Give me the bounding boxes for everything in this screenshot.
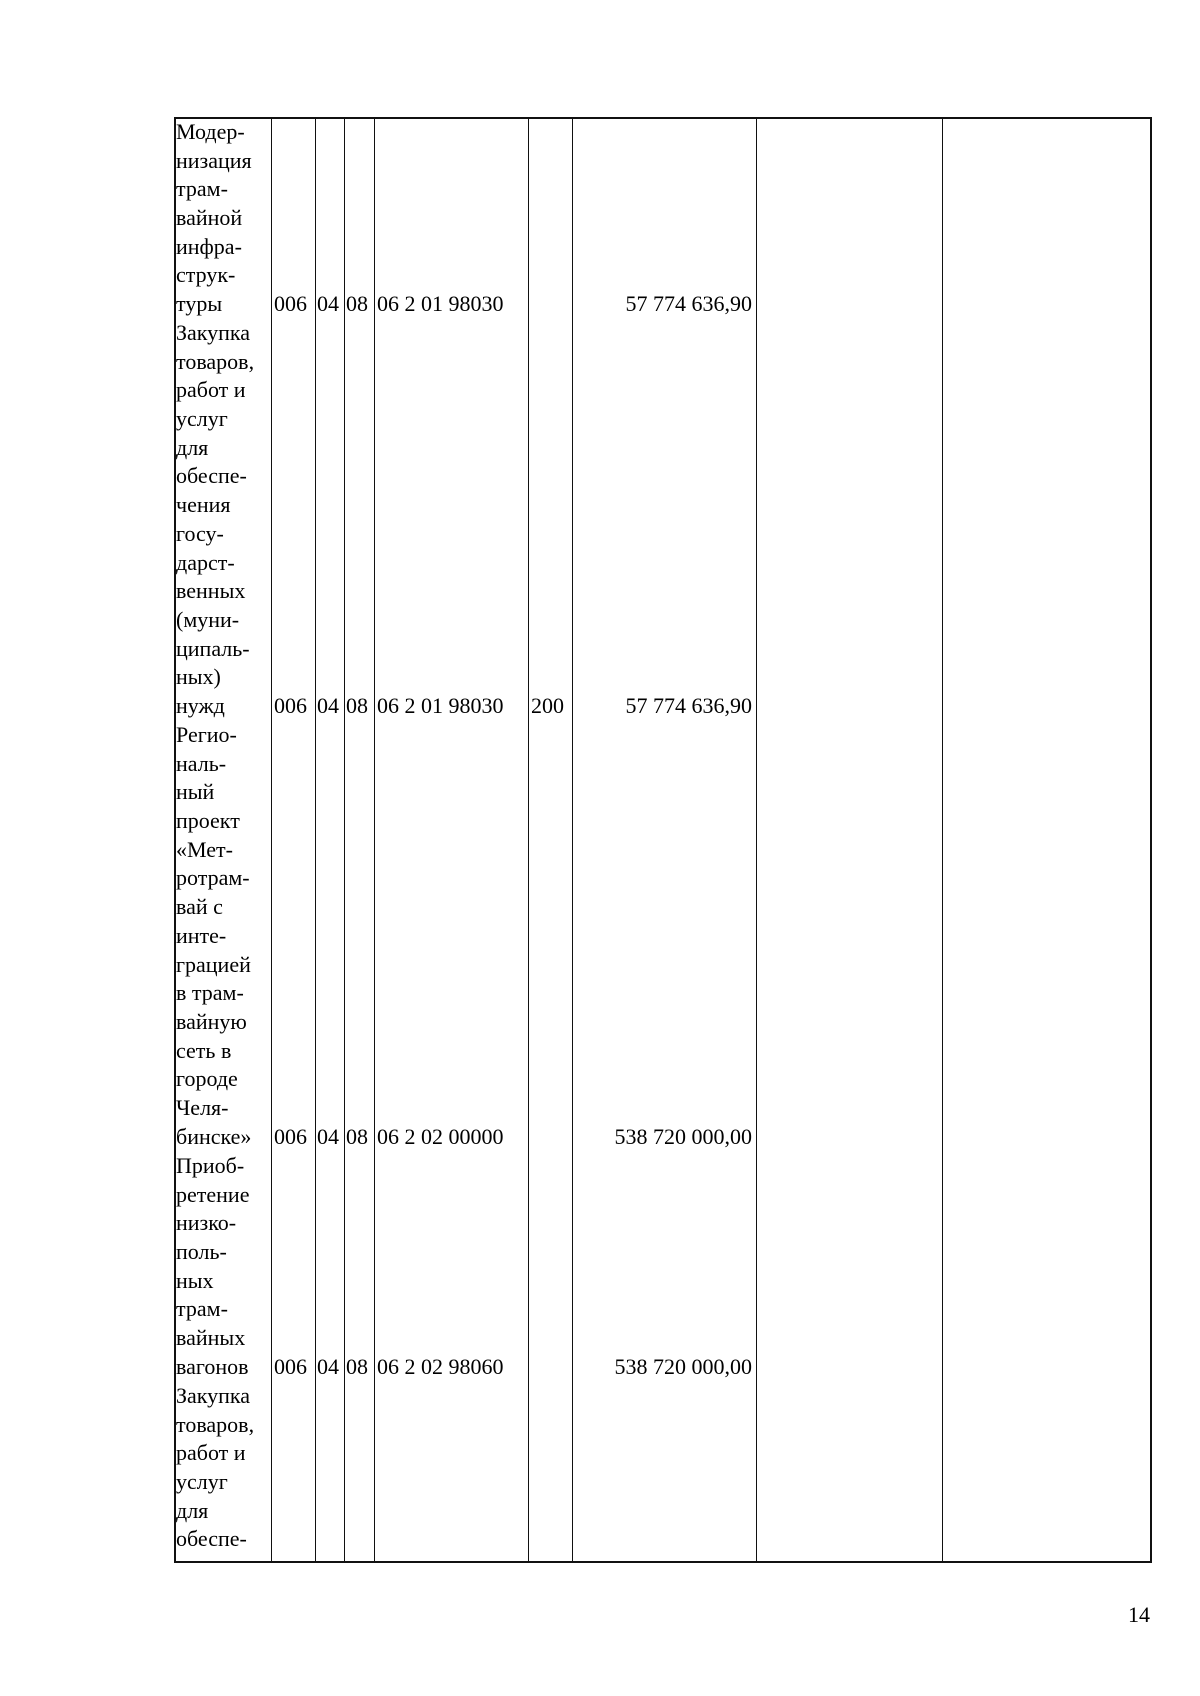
- row-name: Приоб- ретение низко- поль- ных трам- вайных вагонов: [176, 1153, 250, 1379]
- cell-csr: 06 2 01 98030: [377, 291, 504, 316]
- cell-rz: 04: [317, 1354, 339, 1379]
- cell-pr: 08: [346, 291, 368, 316]
- cell-ved: 006: [274, 1124, 307, 1149]
- col-divider-sum: [572, 117, 573, 1563]
- cell-pr: 08: [346, 1124, 368, 1149]
- row-name: Закупка товаров, работ и услуг для обеспе-: [176, 1383, 255, 1552]
- cell-csr: 06 2 02 98060: [377, 1354, 504, 1379]
- cell-pr: 08: [346, 693, 368, 718]
- cell-amount: 57 774 636,90: [625, 693, 752, 718]
- col-divider-rz: [315, 117, 316, 1563]
- cell-rz: 04: [317, 693, 339, 718]
- col-divider-vr: [528, 117, 529, 1563]
- cell-rz: 04: [317, 1124, 339, 1149]
- row-name: Закупка товаров, работ и услуг для обеспе- чения госу- дарст- венных (муни- ципаль- ных) нужд: [176, 320, 255, 718]
- row-name: Модер- низация трам- вайной инфра- струк- туры: [176, 119, 252, 317]
- cell-rz: 04: [317, 291, 339, 316]
- col-divider-year2: [756, 117, 757, 1563]
- page-number: 14: [1128, 1602, 1150, 1627]
- col-divider-year3: [942, 117, 943, 1563]
- cell-csr: 06 2 01 98030: [377, 693, 504, 718]
- cell-amount: 57 774 636,90: [625, 291, 752, 316]
- cell-ved: 006: [274, 1354, 307, 1379]
- cell-pr: 08: [346, 1354, 368, 1379]
- cell-ved: 006: [274, 291, 307, 316]
- cell-csr: 06 2 02 00000: [377, 1124, 504, 1149]
- budget-table: [174, 117, 1152, 1563]
- cell-vr: 200: [531, 693, 564, 718]
- col-divider-csr: [374, 117, 375, 1563]
- cell-amount: 538 720 000,00: [614, 1354, 752, 1379]
- cell-amount: 538 720 000,00: [614, 1124, 752, 1149]
- col-divider-pr: [344, 117, 345, 1563]
- cell-ved: 006: [274, 693, 307, 718]
- row-name: Регио- наль- ный проект «Мет- ротрам- вай с инте- грацией в трам- вайную сеть в городе Челя- бинске»: [176, 722, 252, 1149]
